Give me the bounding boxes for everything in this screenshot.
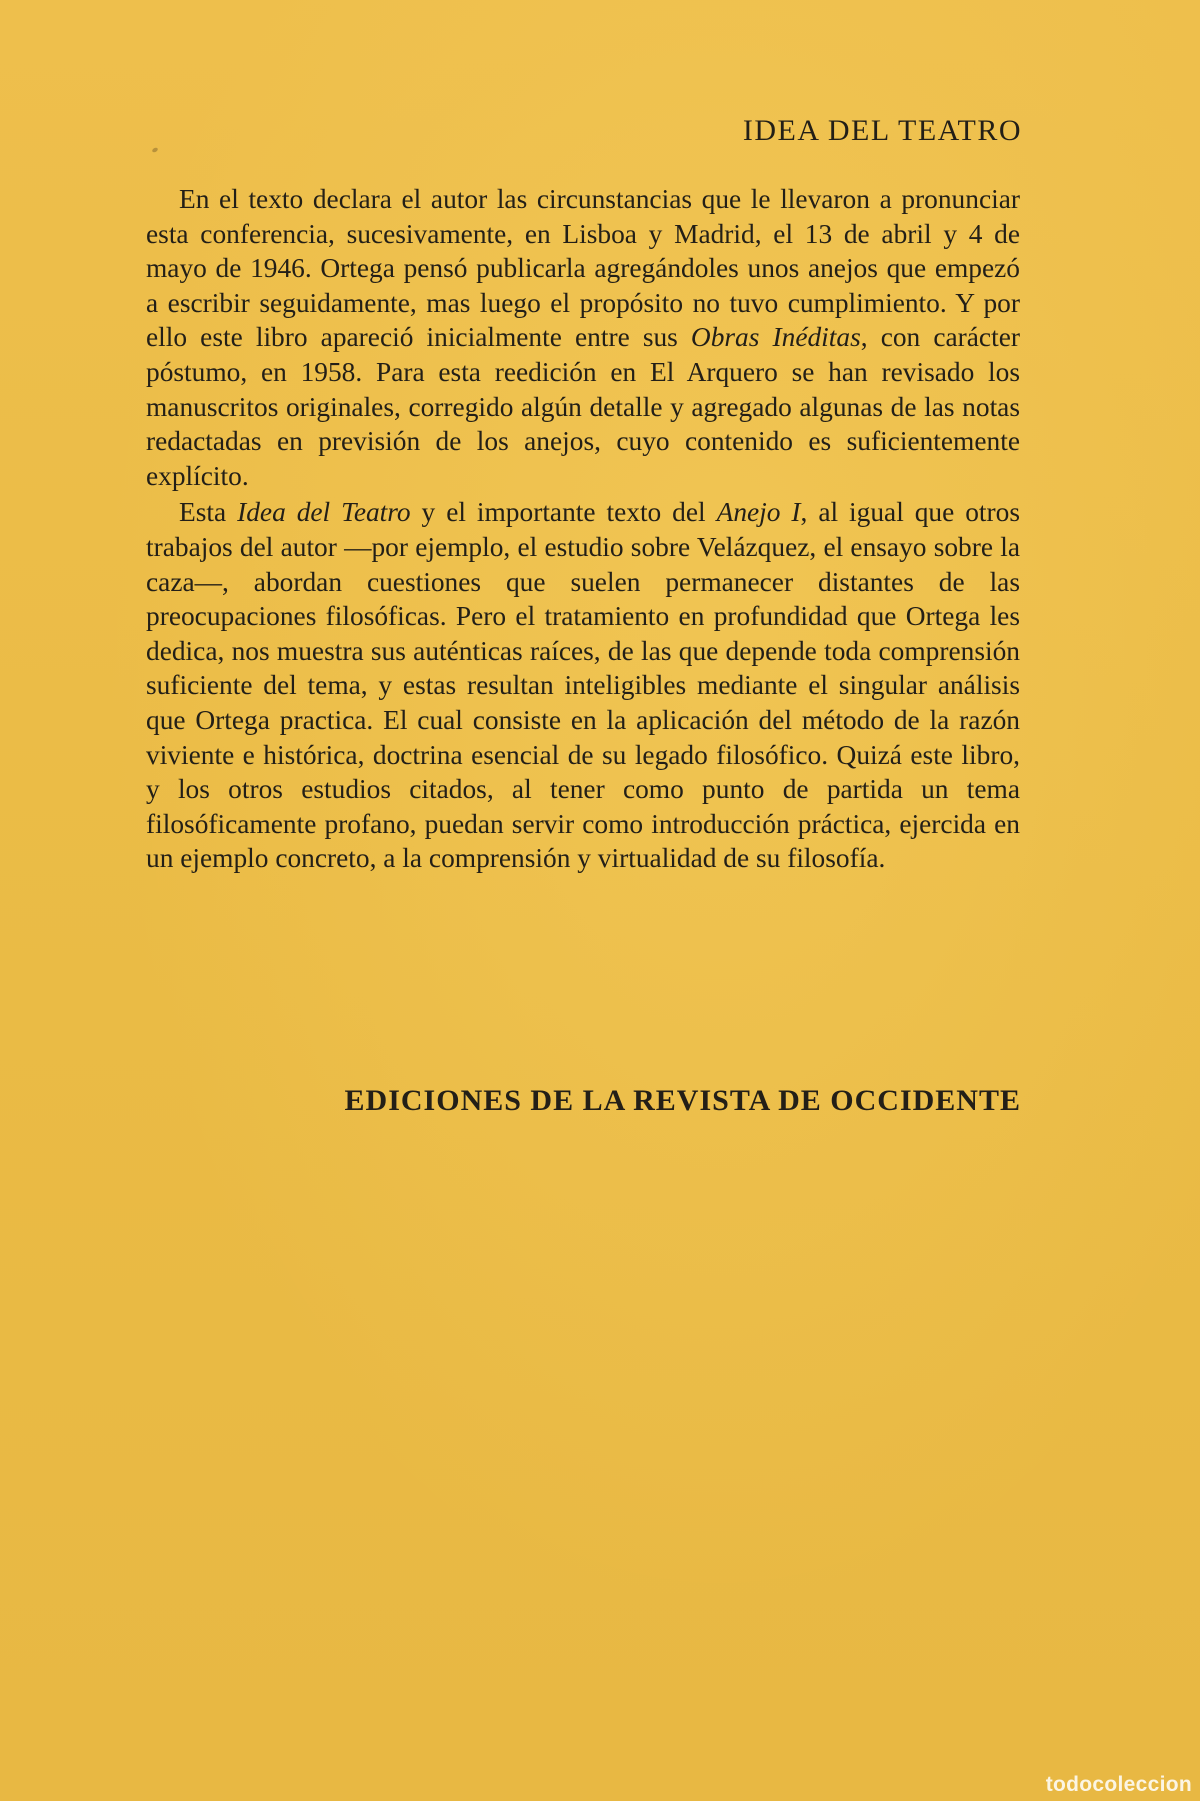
watermark-text: todocoleccion bbox=[1045, 1773, 1192, 1796]
paper-speck bbox=[151, 147, 158, 153]
text-run: , al igual que otros trabajos del autor —por ejemplo, el estudio sobre Velázquez, el ensayo sobre la caza—, abordan cuestiones que suelen permanecer distantes de las preocupaciones filosóficas. Pero el tratamiento en profundidad que Ortega les dedica, nos muestra sus auténticas raíces, de las que depende toda comprensión suficiente del tema, y estas resultan inteligibles mediante el singular análisis que Ortega practica. El cual consiste en la aplicación del método de la razón viviente e histórica, doctrina esencial de su legado filosófico. Quizá este libro, y los otros estudios citados, al tener como punto de partida un tema filosóficamente profano, puedan servir como introducción práctica, ejercida en un ejemplo concreto, a la comprensión y virtualidad de su filosofía. bbox=[146, 497, 1020, 874]
italic-title-reference: Idea del Teatro bbox=[237, 497, 411, 528]
publisher-name: EDICIONES DE LA REVISTA DE OCCIDENTE bbox=[344, 1084, 1021, 1117]
blurb-text bbox=[146, 182, 1020, 876]
text-run: , con carácter póstumo, en 1958. Para esta reedición en El Arquero se han revisado los manuscritos originales, corregido algún detalle y agregado algunas de las notas redactadas en previsión de los anejos, cuyo contenido es suficientemente explícito. bbox=[146, 322, 1020, 491]
blurb-paragraph-1 bbox=[146, 182, 1020, 493]
italic-title-reference: Anejo I bbox=[716, 497, 801, 528]
blurb-paragraph-2 bbox=[146, 495, 1020, 876]
italic-title-reference: Obras Inéditas bbox=[690, 322, 861, 353]
book-title: IDEA DEL TEATRO bbox=[742, 114, 1022, 147]
text-run: En el texto declara el autor las circunstancias que le llevaron a pronunciar esta conferencia, sucesivamente, en Lisboa y Madrid, el 13 de abril y 4 de mayo de 1946. Ortega pensó publicarla agregándoles unos anejos que empezó a escribir seguidamente, mas luego el propósito no tuvo cumplimiento. Y por ello este libro apareció inicialmente entre sus bbox=[146, 184, 1020, 353]
text-run: y el importante texto del bbox=[410, 497, 717, 528]
text-run: Esta bbox=[179, 497, 238, 528]
